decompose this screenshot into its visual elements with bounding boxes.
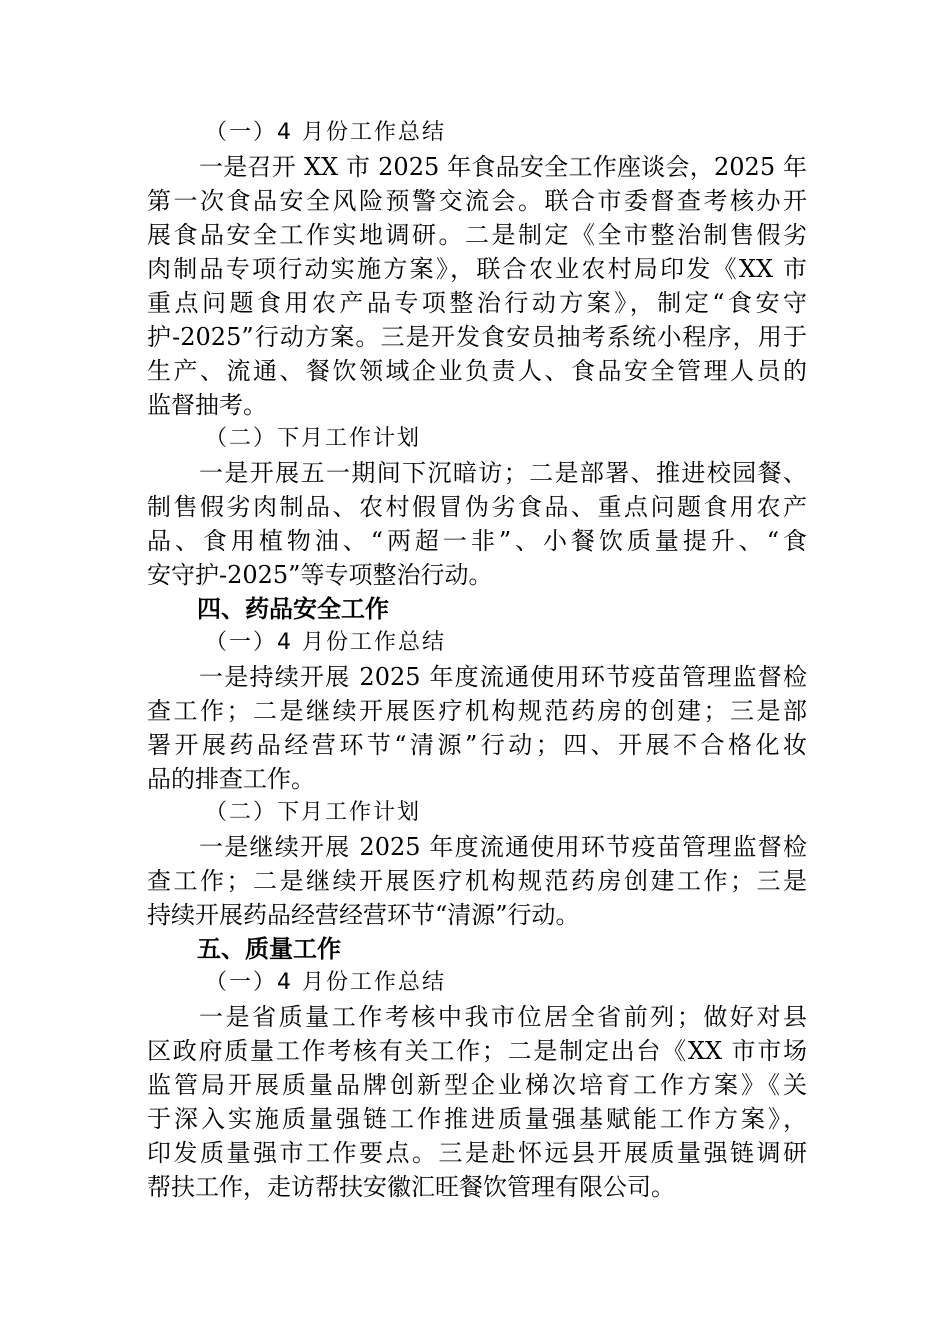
text-line: 一是继续开展 2025 年度流通使用环节疫苗管理监督检 <box>199 833 807 861</box>
text-line: 制售假劣肉制品、农村假冒伪劣食品、重点问题食用农产 <box>147 493 807 521</box>
text-line: 肉制品专项行动实施方案》，联合农业农村局印发《XX 市 <box>147 255 807 283</box>
subheading-next-month-plan: （二）下月工作计划 <box>205 800 422 825</box>
text-line: 一是召开 XX 市 2025 年食品安全工作座谈会，2025 年 <box>199 153 807 181</box>
text-line: 第一次食品安全风险预警交流会。联合市委督查考核办开 <box>147 187 807 215</box>
text-line: 监督抽考。 <box>147 391 267 419</box>
text-line: 品的排查工作。 <box>147 765 315 793</box>
section-heading-drug-safety: 四、药品安全工作 <box>197 595 389 623</box>
paragraph-quality-summary <box>147 1000 807 1204</box>
text-line: 一是持续开展 2025 年度流通使用环节疫苗管理监督检 <box>199 663 807 691</box>
text-line: 展食品安全工作实地调研。二是制定《全市整治制售假劣 <box>147 221 807 249</box>
text-line: 区政府质量工作考核有关工作；二是制定出台《XX 市市场 <box>147 1037 807 1065</box>
text-line: 持续开展药品经营经营环节“清源”行动。 <box>147 901 580 929</box>
text-line: 查工作；二是继续开展医疗机构规范药房创建工作；三是 <box>147 867 807 895</box>
text-line: 于深入实施质量强链工作推进质量强基赋能工作方案》， <box>147 1105 807 1133</box>
paragraph-food-safety-summary <box>147 150 807 422</box>
text-line: 护-2025”行动方案。三是开发食安员抽考系统小程序，用于 <box>147 323 807 351</box>
text-line: 重点问题食用农产品专项整治行动方案》，制定“食安守 <box>147 289 807 317</box>
text-line: 查工作；二是继续开展医疗机构规范药房的创建；三是部 <box>147 697 807 725</box>
document-body <box>147 116 807 1204</box>
section-heading-quality: 五、质量工作 <box>197 935 341 963</box>
text-line: 帮扶工作，走访帮扶安徽汇旺餐饮管理有限公司。 <box>147 1173 675 1201</box>
text-line: 监管局开展质量品牌创新型企业梯次培育工作方案》《关 <box>147 1071 807 1099</box>
paragraph-food-safety-plan <box>147 456 807 592</box>
text-line: 一是开展五一期间下沉暗访；二是部署、推进校园餐、 <box>199 459 807 487</box>
text-line: 安守护-2025”等专项整治行动。 <box>147 561 493 589</box>
text-line: 印发质量强市工作要点。三是赴怀远县开展质量强链调研 <box>147 1139 807 1167</box>
text-line: 品、食用植物油、“两超一非”、小餐饮质量提升、“食 <box>147 527 807 555</box>
subheading-april-summary: （一）4 月份工作总结 <box>205 630 446 655</box>
text-line: 一是省质量工作考核中我市位居全省前列；做好对县 <box>199 1003 807 1031</box>
subheading-next-month-plan: （二）下月工作计划 <box>205 426 422 451</box>
paragraph-drug-safety-plan <box>147 830 807 932</box>
text-line: 署开展药品经营环节“清源”行动；四、开展不合格化妆 <box>147 731 807 759</box>
subheading-april-summary: （一）4 月份工作总结 <box>205 120 446 145</box>
subheading-april-summary: （一）4 月份工作总结 <box>205 970 446 995</box>
text-line: 生产、流通、餐饮领域企业负责人、食品安全管理人员的 <box>147 357 807 385</box>
paragraph-drug-safety-summary <box>147 660 807 796</box>
